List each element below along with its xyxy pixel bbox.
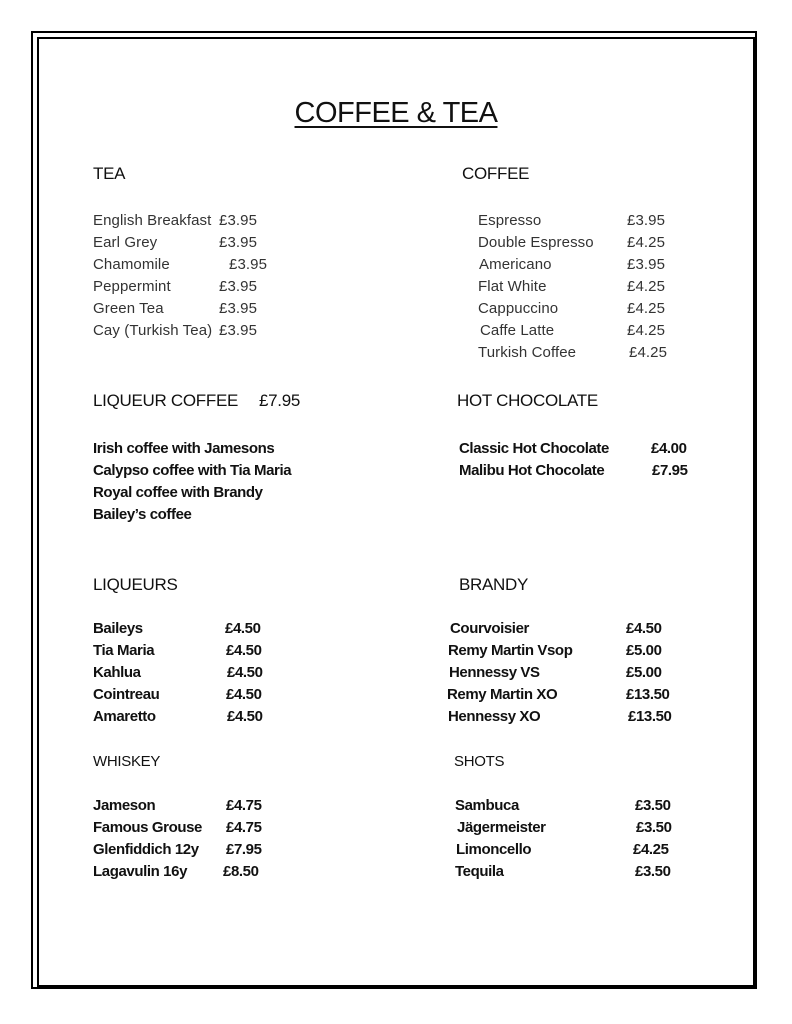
brandy-item: [448, 708, 688, 728]
liqueurs-item-price: £4.50: [226, 642, 262, 659]
liqueurs-item-name: Cointreau: [93, 686, 160, 703]
tea-item-name: English Breakfast: [93, 212, 212, 229]
brandy-heading: BRANDY: [459, 575, 529, 594]
tea-item-price: £3.95: [219, 322, 258, 339]
hot-chocolate-item-name: Classic Hot Chocolate: [459, 440, 609, 457]
whiskey-item-price: £8.50: [223, 863, 259, 880]
liqueur-coffee-item: Irish coffee with Jamesons: [93, 440, 275, 457]
brandy-item-price: £13.50: [628, 708, 672, 725]
liqueurs-item: [93, 686, 283, 706]
hot-chocolate-item-price: £7.95: [652, 462, 688, 479]
shots-item: [455, 841, 695, 861]
liqueurs-item-name: Baileys: [93, 620, 143, 637]
tea-item: [93, 278, 293, 298]
shots-item: [455, 797, 695, 817]
liqueurs-item-price: £4.50: [226, 686, 262, 703]
whiskey-item-name: Glenfiddich 12y: [93, 841, 199, 858]
brandy-item-name: Remy Martin XO: [447, 686, 558, 703]
whiskey-item: [93, 797, 283, 817]
tea-item-name: Chamomile: [93, 256, 170, 273]
tea-item-price: £3.95: [219, 278, 258, 295]
brandy-item-name: Courvoisier: [450, 620, 529, 637]
coffee-item-price: £3.95: [627, 256, 666, 273]
hot-chocolate-item: [459, 462, 699, 482]
coffee-item: [478, 212, 678, 232]
whiskey-item-price: £4.75: [226, 819, 262, 836]
coffee-item-name: Turkish Coffee: [478, 344, 577, 361]
whiskey-item: [93, 863, 283, 883]
brandy-item-price: £4.50: [626, 620, 662, 637]
shots-item-name: Jägermeister: [457, 819, 546, 836]
tea-item-name: Green Tea: [93, 300, 164, 317]
whiskey-heading: WHISKEY: [93, 753, 161, 770]
tea-item: [93, 300, 293, 320]
tea-item: [93, 212, 293, 232]
shots-item-price: £3.50: [635, 797, 671, 814]
hot-chocolate-item-price: £4.00: [651, 440, 687, 457]
hot-chocolate-heading: HOT CHOCOLATE: [457, 391, 598, 410]
shots-item-price: £4.25: [633, 841, 669, 858]
coffee-item-name: Caffe Latte: [480, 322, 555, 339]
coffee-item: [478, 234, 678, 254]
brandy-item-price: £13.50: [626, 686, 670, 703]
brandy-item-price: £5.00: [626, 664, 662, 681]
shots-item: [455, 863, 695, 883]
liqueurs-heading: LIQUEURS: [93, 575, 178, 594]
coffee-item-price: £4.25: [629, 344, 668, 361]
brandy-item-name: Hennessy VS: [449, 664, 540, 681]
liqueur-coffee-heading: LIQUEUR COFFEE: [93, 391, 239, 410]
shots-item-name: Tequila: [455, 863, 504, 880]
liqueurs-item: [93, 620, 283, 640]
tea-item: [93, 234, 293, 254]
brandy-item: [449, 664, 689, 684]
whiskey-item-name: Lagavulin 16y: [93, 863, 188, 880]
tea-item-name: Peppermint: [93, 278, 171, 295]
brandy-item-price: £5.00: [626, 642, 662, 659]
coffee-item-price: £4.25: [627, 300, 666, 317]
shots-heading: SHOTS: [454, 753, 505, 770]
shots-item-price: £3.50: [635, 863, 671, 880]
shots-item-name: Limoncello: [456, 841, 532, 858]
brandy-item: [447, 686, 687, 706]
coffee-heading: COFFEE: [462, 164, 530, 183]
coffee-item: [478, 344, 678, 364]
coffee-item-price: £4.25: [627, 234, 666, 251]
tea-heading: TEA: [93, 164, 126, 183]
brandy-item: [448, 642, 688, 662]
shots-item-price: £3.50: [636, 819, 672, 836]
liqueurs-item-price: £4.50: [227, 708, 263, 725]
coffee-item-name: Double Espresso: [478, 234, 594, 251]
liqueur-coffee-item: Bailey’s coffee: [93, 506, 192, 523]
menu-title: COFFEE & TEA: [294, 97, 498, 129]
brandy-item: [450, 620, 690, 640]
coffee-item-price: £4.25: [627, 322, 666, 339]
tea-item-price: £3.95: [219, 212, 258, 229]
liqueurs-item: [93, 642, 283, 662]
shots-item-name: Sambuca: [455, 797, 519, 814]
coffee-item: [478, 256, 678, 276]
coffee-item-name: Flat White: [478, 278, 547, 295]
whiskey-item-price: £7.95: [226, 841, 262, 858]
liqueurs-item: [93, 664, 283, 684]
tea-item: [93, 322, 293, 342]
coffee-item: [478, 322, 678, 342]
brandy-item-name: Hennessy XO: [448, 708, 541, 725]
coffee-item-name: Americano: [479, 256, 552, 273]
tea-item-name: Cay (Turkish Tea): [93, 322, 213, 339]
coffee-item: [478, 300, 678, 320]
liqueurs-item-name: Kahlua: [93, 664, 141, 681]
tea-item-name: Earl Grey: [93, 234, 158, 251]
liqueurs-item-name: Amaretto: [93, 708, 156, 725]
coffee-item-name: Espresso: [478, 212, 542, 229]
tea-item-price: £3.95: [219, 234, 258, 251]
liqueur-coffee-price: £7.95: [259, 391, 301, 410]
liqueur-coffee-item: Calypso coffee with Tia Maria: [93, 462, 292, 479]
tea-item-price: £3.95: [219, 300, 258, 317]
shots-item: [455, 819, 695, 839]
brandy-item-name: Remy Martin Vsop: [448, 642, 573, 659]
coffee-item-price: £4.25: [627, 278, 666, 295]
whiskey-item-price: £4.75: [226, 797, 262, 814]
coffee-item: [478, 278, 678, 298]
liqueurs-item-name: Tia Maria: [93, 642, 155, 659]
liqueurs-item-price: £4.50: [225, 620, 261, 637]
coffee-item-price: £3.95: [627, 212, 666, 229]
liqueurs-item: [93, 708, 283, 728]
whiskey-item: [93, 841, 283, 861]
whiskey-item-name: Famous Grouse: [93, 819, 202, 836]
hot-chocolate-item: [459, 440, 699, 460]
whiskey-item-name: Jameson: [93, 797, 156, 814]
tea-item-price: £3.95: [229, 256, 268, 273]
liqueur-coffee-item: Royal coffee with Brandy: [93, 484, 263, 501]
coffee-item-name: Cappuccino: [478, 300, 559, 317]
whiskey-item: [93, 819, 283, 839]
liqueurs-item-price: £4.50: [227, 664, 263, 681]
hot-chocolate-item-name: Malibu Hot Chocolate: [459, 462, 605, 479]
tea-item: [93, 256, 293, 276]
